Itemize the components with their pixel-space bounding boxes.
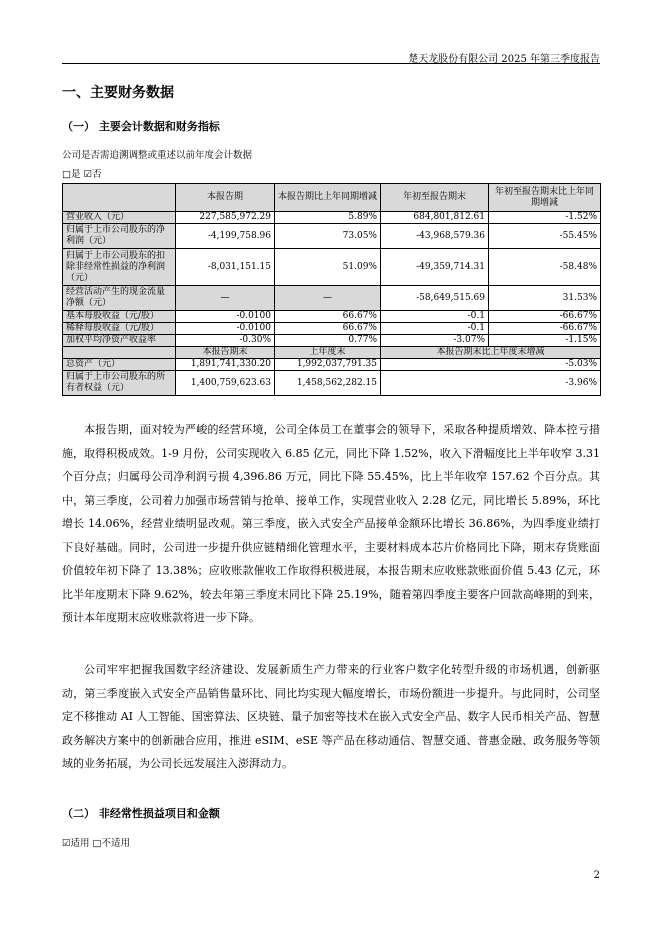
cell: -66.67% (489, 311, 601, 323)
header-cell: 本报告期末 (176, 347, 275, 359)
cell: -58,649,515.69 (381, 286, 489, 311)
cell: -5.03% (381, 359, 601, 371)
table-row (63, 212, 601, 224)
page-number: 2 (593, 870, 600, 881)
table-row (63, 323, 601, 335)
cell: — (176, 286, 275, 311)
cell: 73.05% (275, 224, 381, 249)
table-header-row (63, 184, 601, 212)
header-cell: 年初至报告期末 (381, 184, 489, 212)
header-cell: 上年度末 (275, 347, 381, 359)
cell: -3.96% (381, 371, 601, 396)
row-label: 基本每股收益（元/股） (63, 311, 176, 323)
cell: -0.30% (176, 335, 275, 347)
header-cell (63, 347, 176, 359)
row-label: 归属于上市公司股东的扣除非经常性损益的净利润（元） (63, 249, 176, 286)
applicable-options: ☑适用 □不适用 (62, 838, 131, 849)
subsection-title-2: （二） 非经常性损益项目和金额 (62, 807, 220, 820)
cell: 5.89% (275, 212, 381, 224)
table-row (63, 311, 601, 323)
section-title: 一、主要财务数据 (62, 85, 174, 101)
table-row (63, 224, 601, 249)
table-row (63, 359, 601, 371)
retro-options: □是 ☑否 (62, 169, 102, 180)
header-rule (62, 63, 600, 64)
cell: -1.52% (489, 212, 601, 224)
cell: -66.67% (489, 323, 601, 335)
subsection-title-1: （一） 主要会计数据和财务指标 (62, 120, 220, 133)
cell: -3.07% (381, 335, 489, 347)
cell: 51.09% (275, 249, 381, 286)
cell: 66.67% (275, 311, 381, 323)
header-cell: 年初至报告期末比上年同期增减 (489, 184, 601, 212)
cell: — (275, 286, 381, 311)
paragraph-1: 本报告期，面对较为严峻的经营环境，公司全体员工在董事会的领导下，采取各种提质增效、降本控亏措施，取得积极成效。1-9 月份，公司实现收入 6.85 亿元，同比下降 1.52%，收入下滑幅度比上半年收窄 3.31 个百分点；归属母公司净利润亏损 4,396.86 万元，同比下降 55.45%，比上半年收窄 157.62 个百分点。其中，第三季度，公司着力加强市场营销与抢单、接单工作，实现营业收入 2.28 亿元，同比增长 5.89%，环比增长 14.06%，经营业绩明显改观。第三季度，嵌入式安全产品接单金额环比增长 36.86%，为四季度业绩打下良好基础。同时，公司进一步提升供应链精细化管理水平，主要材料成本芯片价格同比下降，期末存货账面价值较年初下降了 13.38%；应收账款催收工作取得积极进展，本报告期末应收账款账面价值 5.43 亿元，环比半年度期末下降 9.62%，较去年第三季度末同比下降 25.19%，随着第四季度主要客户回款高峰期的到来，预计本年度期末应收账款将进一步下降。 (62, 423, 600, 624)
row-label: 归属于上市公司股东的所有者权益（元） (63, 371, 176, 396)
row-label: 稀释每股收益（元/股） (63, 323, 176, 335)
cell: -0.1 (381, 323, 489, 335)
cell: 684,801,812.61 (381, 212, 489, 224)
header-cell: 本报告期末比上年度末增减 (381, 347, 601, 359)
table-row (63, 249, 601, 286)
cell: 1,891,741,330.20 (176, 359, 275, 371)
row-label: 归属于上市公司股东的净利润（元） (63, 224, 176, 249)
retro-question: 公司是否需追溯调整或重述以前年度会计数据 (62, 150, 253, 161)
cell: -58.48% (489, 249, 601, 286)
cell: 227,585,972.29 (176, 212, 275, 224)
table-row (63, 286, 601, 311)
header-cell (63, 184, 176, 212)
table-row (63, 335, 601, 347)
cell: -0.0100 (176, 311, 275, 323)
cell: -0.0100 (176, 323, 275, 335)
cell: -8,031,151.15 (176, 249, 275, 286)
cell: 31.53% (489, 286, 601, 311)
cell: 1,400,759,623.63 (176, 371, 275, 396)
cell: 1,458,562,282.15 (275, 371, 381, 396)
cell: -55.45% (489, 224, 601, 249)
cell: 1,992,037,791.35 (275, 359, 381, 371)
cell: -1.15% (489, 335, 601, 347)
row-label: 加权平均净资产收益率 (63, 335, 176, 347)
cell: -49,359,714.31 (381, 249, 489, 286)
cell: -0.1 (381, 311, 489, 323)
row-label: 营业收入（元） (63, 212, 176, 224)
paragraph-2: 公司牢牢把握我国数字经济建设、发展新质生产力带来的行业客户数字化转型升级的市场机遇，创新驱动，第三季度嵌入式安全产品销售量环比、同比均实现大幅度增长，市场份额进一步提升。与此同时，公司坚定不移推动 AI 人工智能、国密算法、区块链、量子加密等技术在嵌入式安全产品、数字人民币相关产品、智慧政务解决方案中的创新融合应用，推进 eSIM、eSE 等产品在移动通信、智慧交通、普惠金融、政务服务等领域的业务拓展，为公司长远发展注入澎湃动力。 (62, 663, 600, 770)
cell: -43,968,579.36 (381, 224, 489, 249)
cell: -4,199,758.96 (176, 224, 275, 249)
cell: 66.67% (275, 323, 381, 335)
header-cell: 本报告期 (176, 184, 275, 212)
table-row (63, 371, 601, 396)
row-label: 经营活动产生的现金流量净额（元） (63, 286, 176, 311)
cell: 0.77% (275, 335, 381, 347)
row-label: 总资产（元） (63, 359, 176, 371)
header-cell: 本报告期比上年同期增减 (275, 184, 381, 212)
page-header: 楚天龙股份有限公司 2025 年第三季度报告 (408, 54, 600, 65)
financial-table (62, 183, 601, 396)
table-header-row-2 (63, 347, 601, 359)
